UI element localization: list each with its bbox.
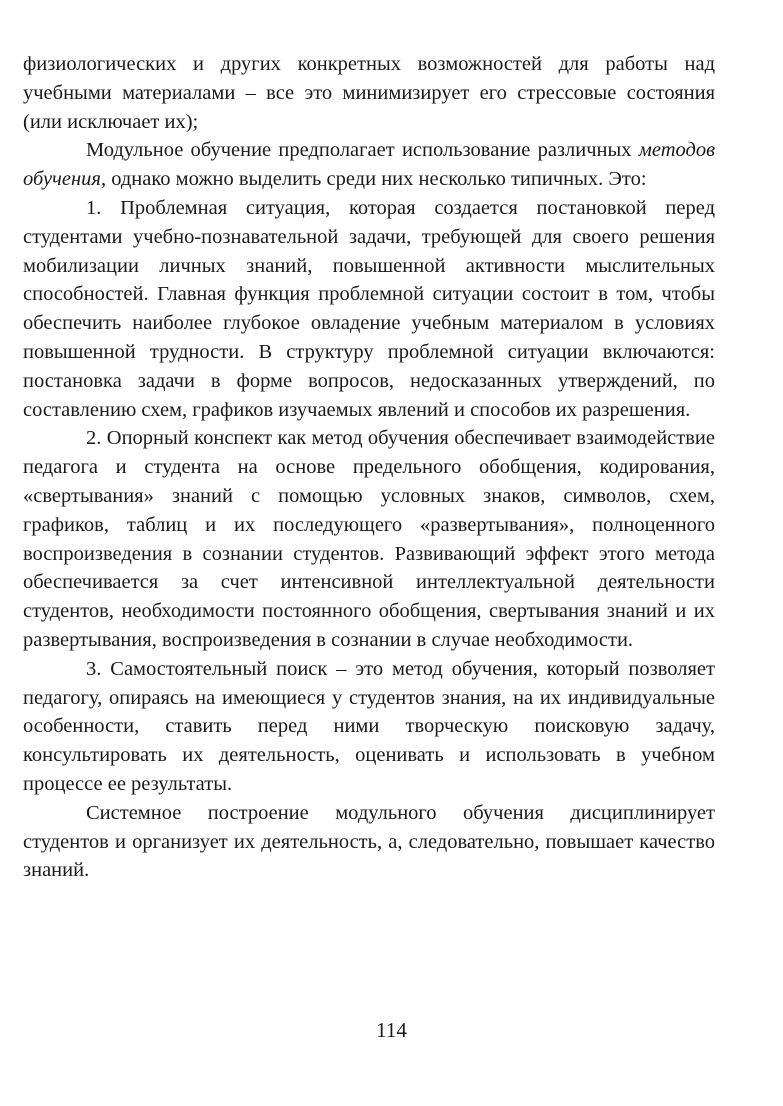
- paragraph-item-3: 3. Самостоятельный поиск – это метод обучения, который позволяет педагогу, опираясь на имеющиеся у студентов знания, на их индивидуальные особенности, ставить перед ними творческую поисковую задачу, консультировать их деятельность, оценивать и использовать в учебном процессе ее результаты.: [23, 657, 715, 795]
- page-number: 114: [376, 1018, 407, 1042]
- intro-text-before: Модульное обучение предполагает использование различных: [86, 139, 639, 162]
- paragraph-item-2: 2. Опорный конспект как метод обучения обеспечивает взаимодействие педагога и студента на основе предельного обобщения, кодирования, «свертывания» знаний с помощью условных знаков, символов, схем, графиков, таблиц и их последующего «развертывания», полноценного воспроизведения в сознании студентов. Развивающий эффект этого метода обеспечивается за счет интенсивной интеллектуальной деятельности студентов, необходимости постоянного обобщения, свертывания знаний и их развертывания, воспроизведения в сознании в случае необходимости.: [23, 427, 715, 651]
- paragraph-conclusion: Системное построение модульного обучения дисциплинирует студентов и организует их деятельность, а, следовательно, повышает качество знаний.: [23, 801, 715, 882]
- intro-text-after: , однако можно выделить среди них несколько типичных. Это:: [100, 168, 647, 191]
- intro-emphasis: методов обучения: [23, 139, 715, 191]
- paragraph-intro: [23, 136, 715, 194]
- paragraph-item-1: 1. Проблемная ситуация, которая создается постановкой перед студентами учебно-познавательной задачи, требующей для своего решения мобилизации личных знаний, повышенной активности мыслительных способностей. Главная функция проблемной ситуации состоит в том, чтобы обеспечить наиболее глубокое овладение учебным материалом в условиях повышенной трудности. В структуру проблемной ситуации включаются: постановка задачи в форме вопросов, недосказанных утверждений, по составлению схем, графиков изучаемых явлений и способов их разрешения.: [23, 196, 715, 421]
- paragraph-continuation: физиологических и других конкретных возможностей для работы над учебными материалами – все это минимизирует его стрессовые состояния (или исключает их);: [23, 53, 715, 133]
- body-text: [23, 50, 715, 885]
